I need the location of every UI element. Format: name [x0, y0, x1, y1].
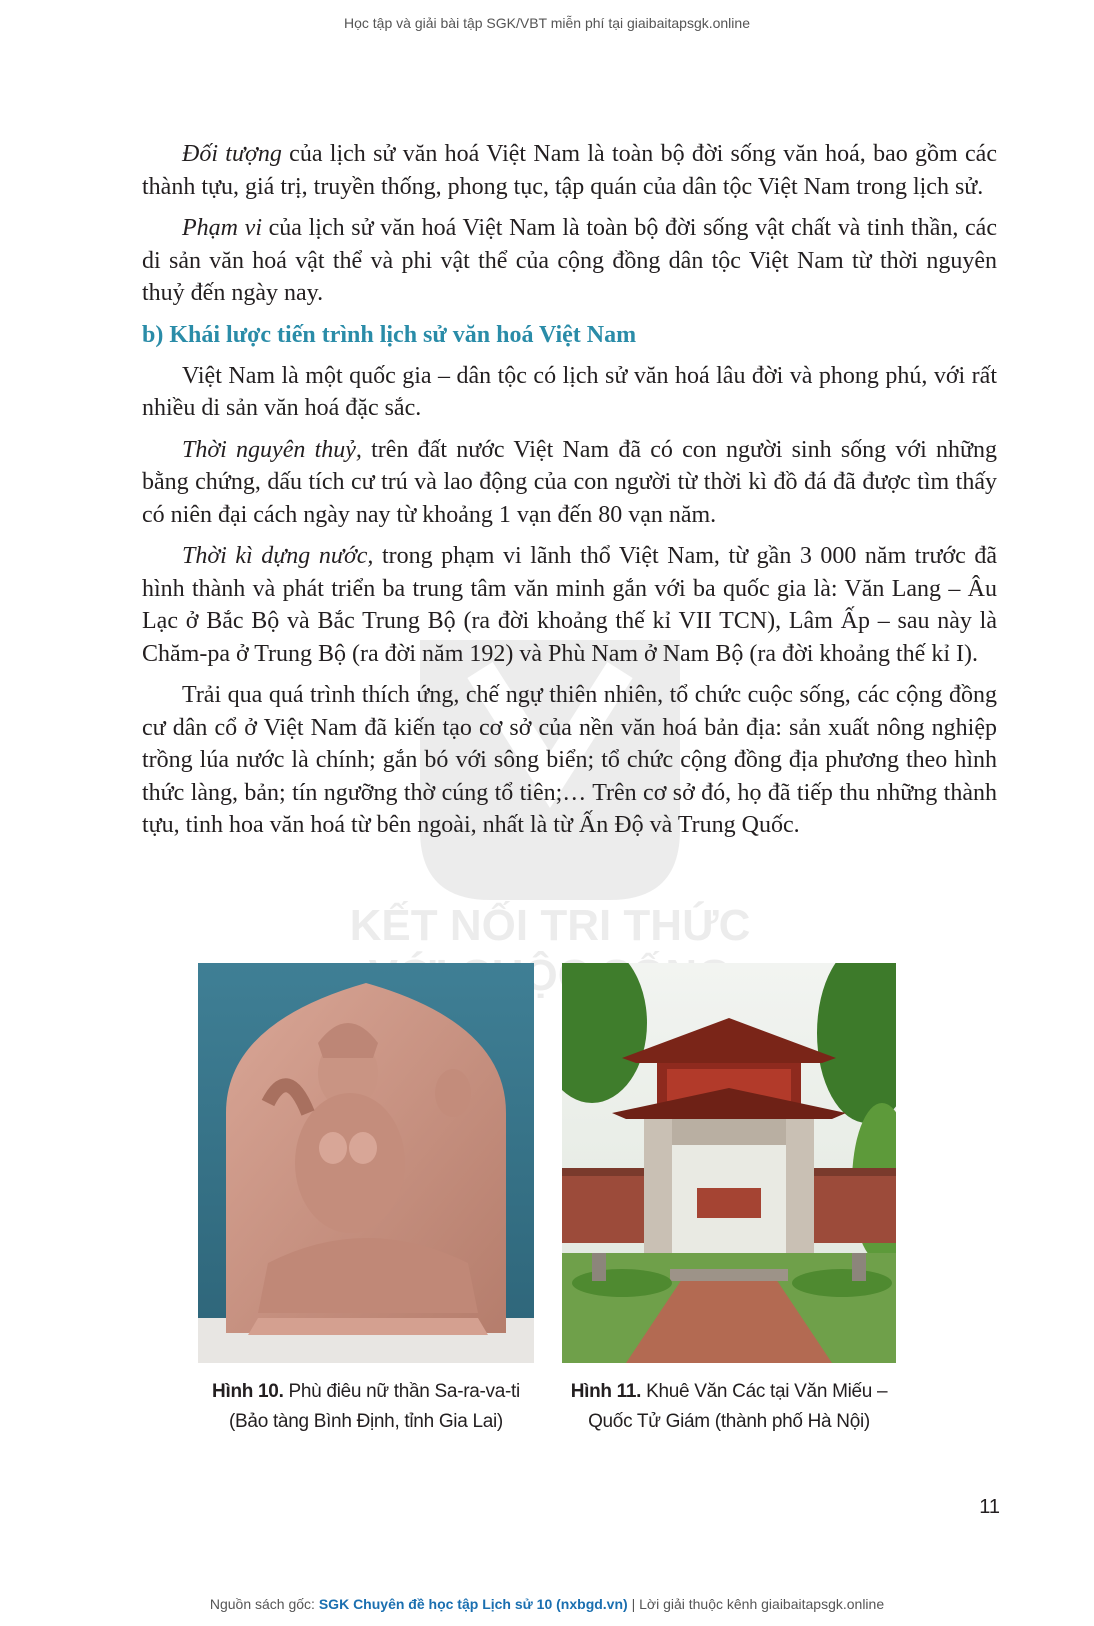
paragraph-culture-base: Trải qua quá trình thích ứng, chế ngự thiên nhiên, tổ chức cuộc sống, các cộng đồng cư dân cổ ở Việt Nam đã kiến tạo cơ sở của nền văn hoá bản địa: sản xuất nông nghiệp trồng lúa nước là chính; gắn bó với sông biển; tổ chức cộng đồng địa phương theo hình thức làng, bản; tín ngưỡng thờ cúng tổ tiên;… Trên cơ sở đó, họ đã tiếp thu những thành tựu, tinh hoa văn hoá từ bên ngoài, nhất là từ Ấn Độ và Trung Quốc.	[142, 682, 997, 838]
khue-van-cac-image	[562, 963, 896, 1363]
term-thoi-ki-dung-nuoc: Thời kì dựng nước,	[182, 543, 374, 569]
figure-10	[198, 963, 534, 1437]
caption-source: (Bảo tàng Bình Định, tỉnh Gia Lai)	[229, 1411, 503, 1432]
top-banner: Học tập và giải bài tập SGK/VBT miễn phí tại giaibaitapsgk.online	[344, 15, 750, 31]
paragraph-text: của lịch sử văn hoá Việt Nam là toàn bộ đời sống văn hoá, bao gồm các thành tựu, giá trị, truyền thống, phong tục, tập quán của dân tộc Việt Nam trong lịch sử.	[142, 141, 997, 200]
caption-title: Phù điêu nữ thần Sa-ra-va-ti	[283, 1381, 520, 1402]
footer-prefix: Nguồn sách gốc:	[209, 1596, 319, 1612]
figure-label: Hình 11.	[570, 1381, 642, 1402]
footer-suffix: | Lời giải thuộc kênh giaibaitapsgk.online	[627, 1596, 885, 1612]
watermark-line2: VỚI CUỘC SỐNG	[368, 951, 732, 1000]
paragraph-nation-building	[142, 540, 997, 670]
footer	[0, 1596, 1094, 1612]
watermark-line1: KẾT NỐI TRI THỨC	[349, 901, 751, 950]
figure-11	[562, 963, 896, 1437]
term-pham-vi: Phạm vi	[182, 215, 262, 241]
figure-label: Hình 10.	[212, 1381, 284, 1402]
caption-line	[198, 1377, 534, 1407]
paragraph-prehistoric	[142, 434, 997, 532]
caption-title: Khuê Văn Các tại Văn Miếu –	[641, 1381, 888, 1402]
term-thoi-nguyen-thuy: Thời nguyên thuỷ,	[182, 436, 362, 463]
figure-row	[198, 963, 898, 1443]
section-heading: b) Khái lược tiến trình lịch sử văn hoá Việt Nam	[142, 321, 637, 348]
figure-10-caption	[198, 1377, 534, 1437]
caption-source: Quốc Tử Giám (thành phố Hà Nội)	[588, 1411, 870, 1432]
sarasvati-relief-image	[198, 963, 534, 1363]
paragraph-intro: Việt Nam là một quốc gia – dân tộc có lịch sử văn hoá lâu đời và phong phú, với rất nhiều di sản văn hoá đặc sắc.	[142, 362, 997, 421]
paragraph-scope	[142, 212, 997, 310]
footer-source-link[interactable]: SGK Chuyên đề học tập Lịch sử 10 (nxbgd.vn)	[318, 1596, 628, 1612]
paragraph-text: trên đất nước Việt Nam đã có con người sinh sống với những bằng chứng, dấu tích cư trú và lao động của con người từ thời kì đồ đá đã được tìm thấy có niên đại cách ngày nay từ khoảng 1 vạn đến 80 vạn năm.	[142, 436, 997, 528]
main-text	[142, 138, 997, 851]
term-doi-tuong: Đối tượng	[182, 141, 282, 167]
page-number: 11	[979, 1496, 1000, 1518]
paragraph-text: trong phạm vi lãnh thổ Việt Nam, từ gần 3 000 năm trước đã hình thành và phát triển ba trung tâm văn minh gắn với ba quốc gia là: Văn Lang – Âu Lạc ở Bắc Bộ và Bắc Trung Bộ (ra đời khoảng thế kỉ VII TCN), Lâm Ấp – sau này là Chăm-pa ở Trung Bộ (ra đời năm 192) và Phù Nam ở Nam Bộ (ra đời khoảng thế kỉ I).	[142, 543, 997, 667]
paragraph-object	[142, 138, 997, 203]
caption-line	[562, 1377, 896, 1407]
paragraph-text: của lịch sử văn hoá Việt Nam là toàn bộ đời sống vật chất và tinh thần, các di sản văn hoá vật thể và phi vật thể của cộng đồng dân tộc Việt Nam từ thời nguyên thuỷ đến ngày nay.	[142, 215, 997, 306]
figure-11-caption	[562, 1377, 896, 1437]
